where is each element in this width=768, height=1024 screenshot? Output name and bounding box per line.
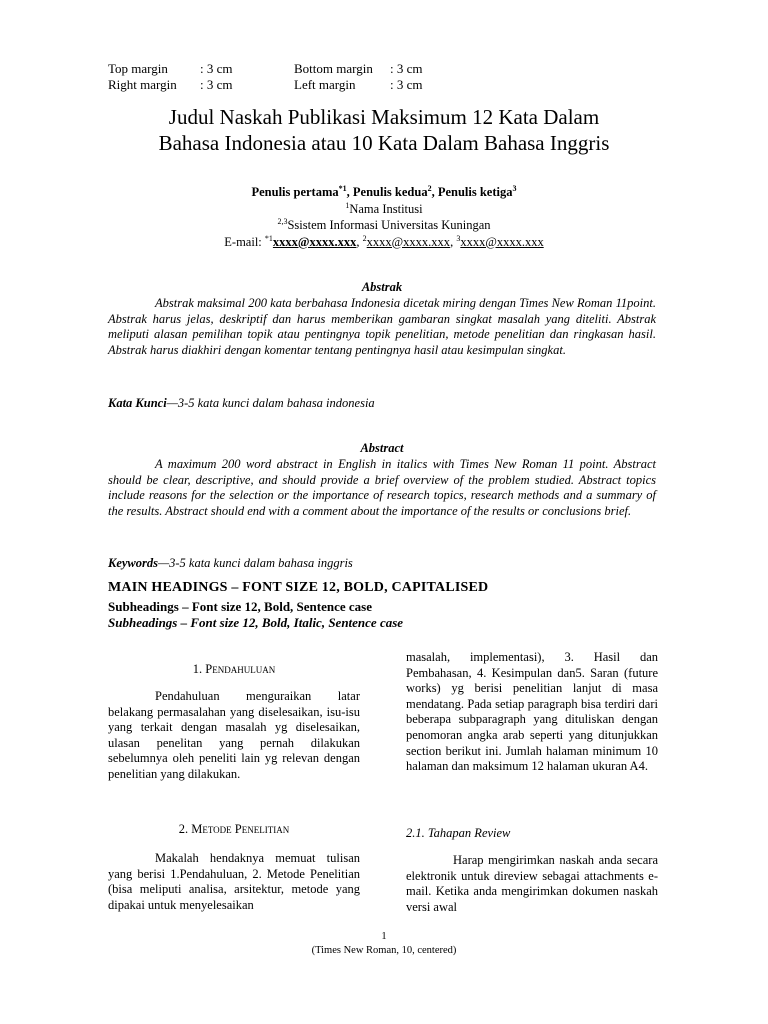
keywords-label: Keywords bbox=[108, 556, 158, 570]
top-margin-label: Top margin bbox=[108, 61, 168, 76]
title-line-2: Bahasa Indonesia atau 10 Kata Dalam Bahasa Inggris bbox=[158, 131, 610, 155]
margin-specs bbox=[108, 61, 448, 93]
inst-2-sup: 2,3 bbox=[277, 216, 288, 226]
abstrak-heading: Abstrak bbox=[361, 280, 403, 294]
main-heading-spec: MAIN HEADINGS – FONT SIZE 12, BOLD, CAPITALISED bbox=[108, 580, 489, 595]
email-3-sup: 3 bbox=[456, 233, 461, 243]
section-2-heading: 2. Metode Penelitian bbox=[178, 822, 290, 836]
left-margin-value: : 3 cm bbox=[390, 77, 423, 92]
page-number: 1 bbox=[381, 931, 387, 942]
abstrak-text: Abstrak maksimal 200 kata berbahasa Indonesia dicetak miring dengan Times New Roman 11point. Abstrak harus jelas, deskriptif dan harus memberikan gambaran singkat masalah yang diteliti. Abstrak meliputi alasan pemilihan topik atau pentingnya topik penelitian, metode penelitian dan ringkasan hasil. Abstrak harus diakhiri dengan komentar tentang pentingnya hasil atau kesimpulan singkat. bbox=[108, 296, 656, 357]
kata-kunci-text: —3-5 kata kunci dalam bahasa indonesia bbox=[166, 396, 375, 410]
institution-1 bbox=[100, 201, 668, 218]
kata-kunci bbox=[108, 396, 375, 411]
author-3-sup: 3 bbox=[512, 183, 517, 193]
pendahuluan-text: Pendahuluan menguraikan latar belakang permasalahan yang diselesaikan, isu-isu yang terkait dengan masalah yg diselesaikan, ulasan penelitan yang pernah dilakukan sebelumnya oleh peneliti lain yg relevan dengan penelitian yang dilakukan. bbox=[108, 689, 360, 781]
email-3[interactable]: xxxx@xxxx.xxx bbox=[460, 234, 544, 249]
inst-2-name: Ssistem Informasi Universitas Kuningan bbox=[287, 218, 491, 232]
author-2: , Penulis kedua bbox=[346, 185, 428, 199]
author-block bbox=[100, 184, 668, 250]
email-line: E-mail: $^{*1}$xxxx@xxxx.xxx, $^2$xxxx@xxxx.xxx, $^3$xxxx@xxxx.xxx bbox=[224, 233, 544, 249]
title-line-1: Judul Naskah Publikasi Maksimum 12 Kata Dalam bbox=[168, 105, 600, 129]
keywords-text: —3-5 kata kunci dalam bahasa inggris bbox=[158, 556, 353, 570]
subheading-spec: Subheadings – Font size 12, Bold, Sentence case bbox=[108, 599, 372, 614]
bottom-margin-value: : 3 cm bbox=[390, 61, 423, 76]
author-1: Penulis pertama bbox=[251, 185, 339, 199]
margin-row-1 bbox=[108, 61, 448, 77]
email-1[interactable]: xxxx@xxxx.xxx bbox=[272, 234, 357, 249]
page-footer bbox=[0, 930, 768, 958]
subheading-italic-spec: Subheadings – Font size 12, Bold, Italic, Sentence case bbox=[108, 615, 404, 630]
kata-kunci-label: Kata Kunci bbox=[108, 396, 167, 410]
bottom-margin-label: Bottom margin bbox=[294, 61, 373, 76]
paper-title bbox=[100, 104, 668, 156]
author-2-sup: 2 bbox=[427, 183, 432, 193]
email-2[interactable]: xxxx@xxxx.xxx bbox=[366, 234, 451, 249]
right-margin-label: Right margin bbox=[108, 77, 177, 92]
left-margin-label: Left margin bbox=[294, 77, 356, 92]
author-1-sup: *1 bbox=[338, 183, 347, 193]
email-1-sup: *1 bbox=[264, 233, 273, 243]
author-names bbox=[100, 184, 668, 201]
metode-text: Makalah hendaknya memuat tulisan yang berisi 1.Pendahuluan, 2. Metode Penelitian (bisa meliputi analisa, arsitektur, metode yang dipakai untuk menyelesaikan bbox=[108, 851, 360, 912]
institution-2 bbox=[100, 217, 668, 234]
abstract-text: A maximum 200 word abstract in English in italics with Times New Roman 11 point. Abstract should be clear, descriptive, and should provide a brief overview of the problem studied. Abstract topics include reasons for the selection or the importance of research topics, research methods and a summary of the results. Abstract should end with a comment about the importance of the results or conclusions brief. bbox=[108, 457, 656, 518]
section-1-heading: 1. Pendahuluan bbox=[192, 662, 276, 676]
top-margin-value: : 3 cm bbox=[200, 61, 233, 76]
keywords bbox=[108, 556, 353, 571]
col2-continued-text: masalah, implementasi), 3. Hasil dan Pembahasan, 4. Kesimpulan dan5. Saran (future works) yg berisi penelitian lanjut di masa mendatang. Pada setiap paragraph bisa terdiri dari beberapa subparagraph yang dituliskan dengan penomoran angka arab seperti yang ditunjukkan section berikut ini. Jumlah halaman minimum 10 halaman dan maksimum 12 halaman ukuran A4. bbox=[406, 650, 658, 774]
abstract-heading: Abstract bbox=[360, 441, 404, 455]
right-margin-value: : 3 cm bbox=[200, 77, 233, 92]
margin-row-2 bbox=[108, 77, 448, 93]
email-2-sup: 2 bbox=[362, 233, 367, 243]
tahapan-review-text: Harap mengirimkan naskah anda secara elektronik untuk direview sebagai attachments e-mail. Ketika anda mengirimkan dokumen naskah versi awal bbox=[406, 853, 658, 914]
subsection-2-1-heading: 2.1. Tahapan Review bbox=[406, 826, 511, 840]
footer-note: (Times New Roman, 10, centered) bbox=[311, 945, 457, 956]
inst-1-sup: 1 bbox=[345, 200, 350, 210]
author-3: , Penulis ketiga bbox=[431, 185, 513, 199]
inst-1-name: Nama Institusi bbox=[349, 201, 423, 216]
email-label: E-mail: bbox=[224, 234, 265, 249]
